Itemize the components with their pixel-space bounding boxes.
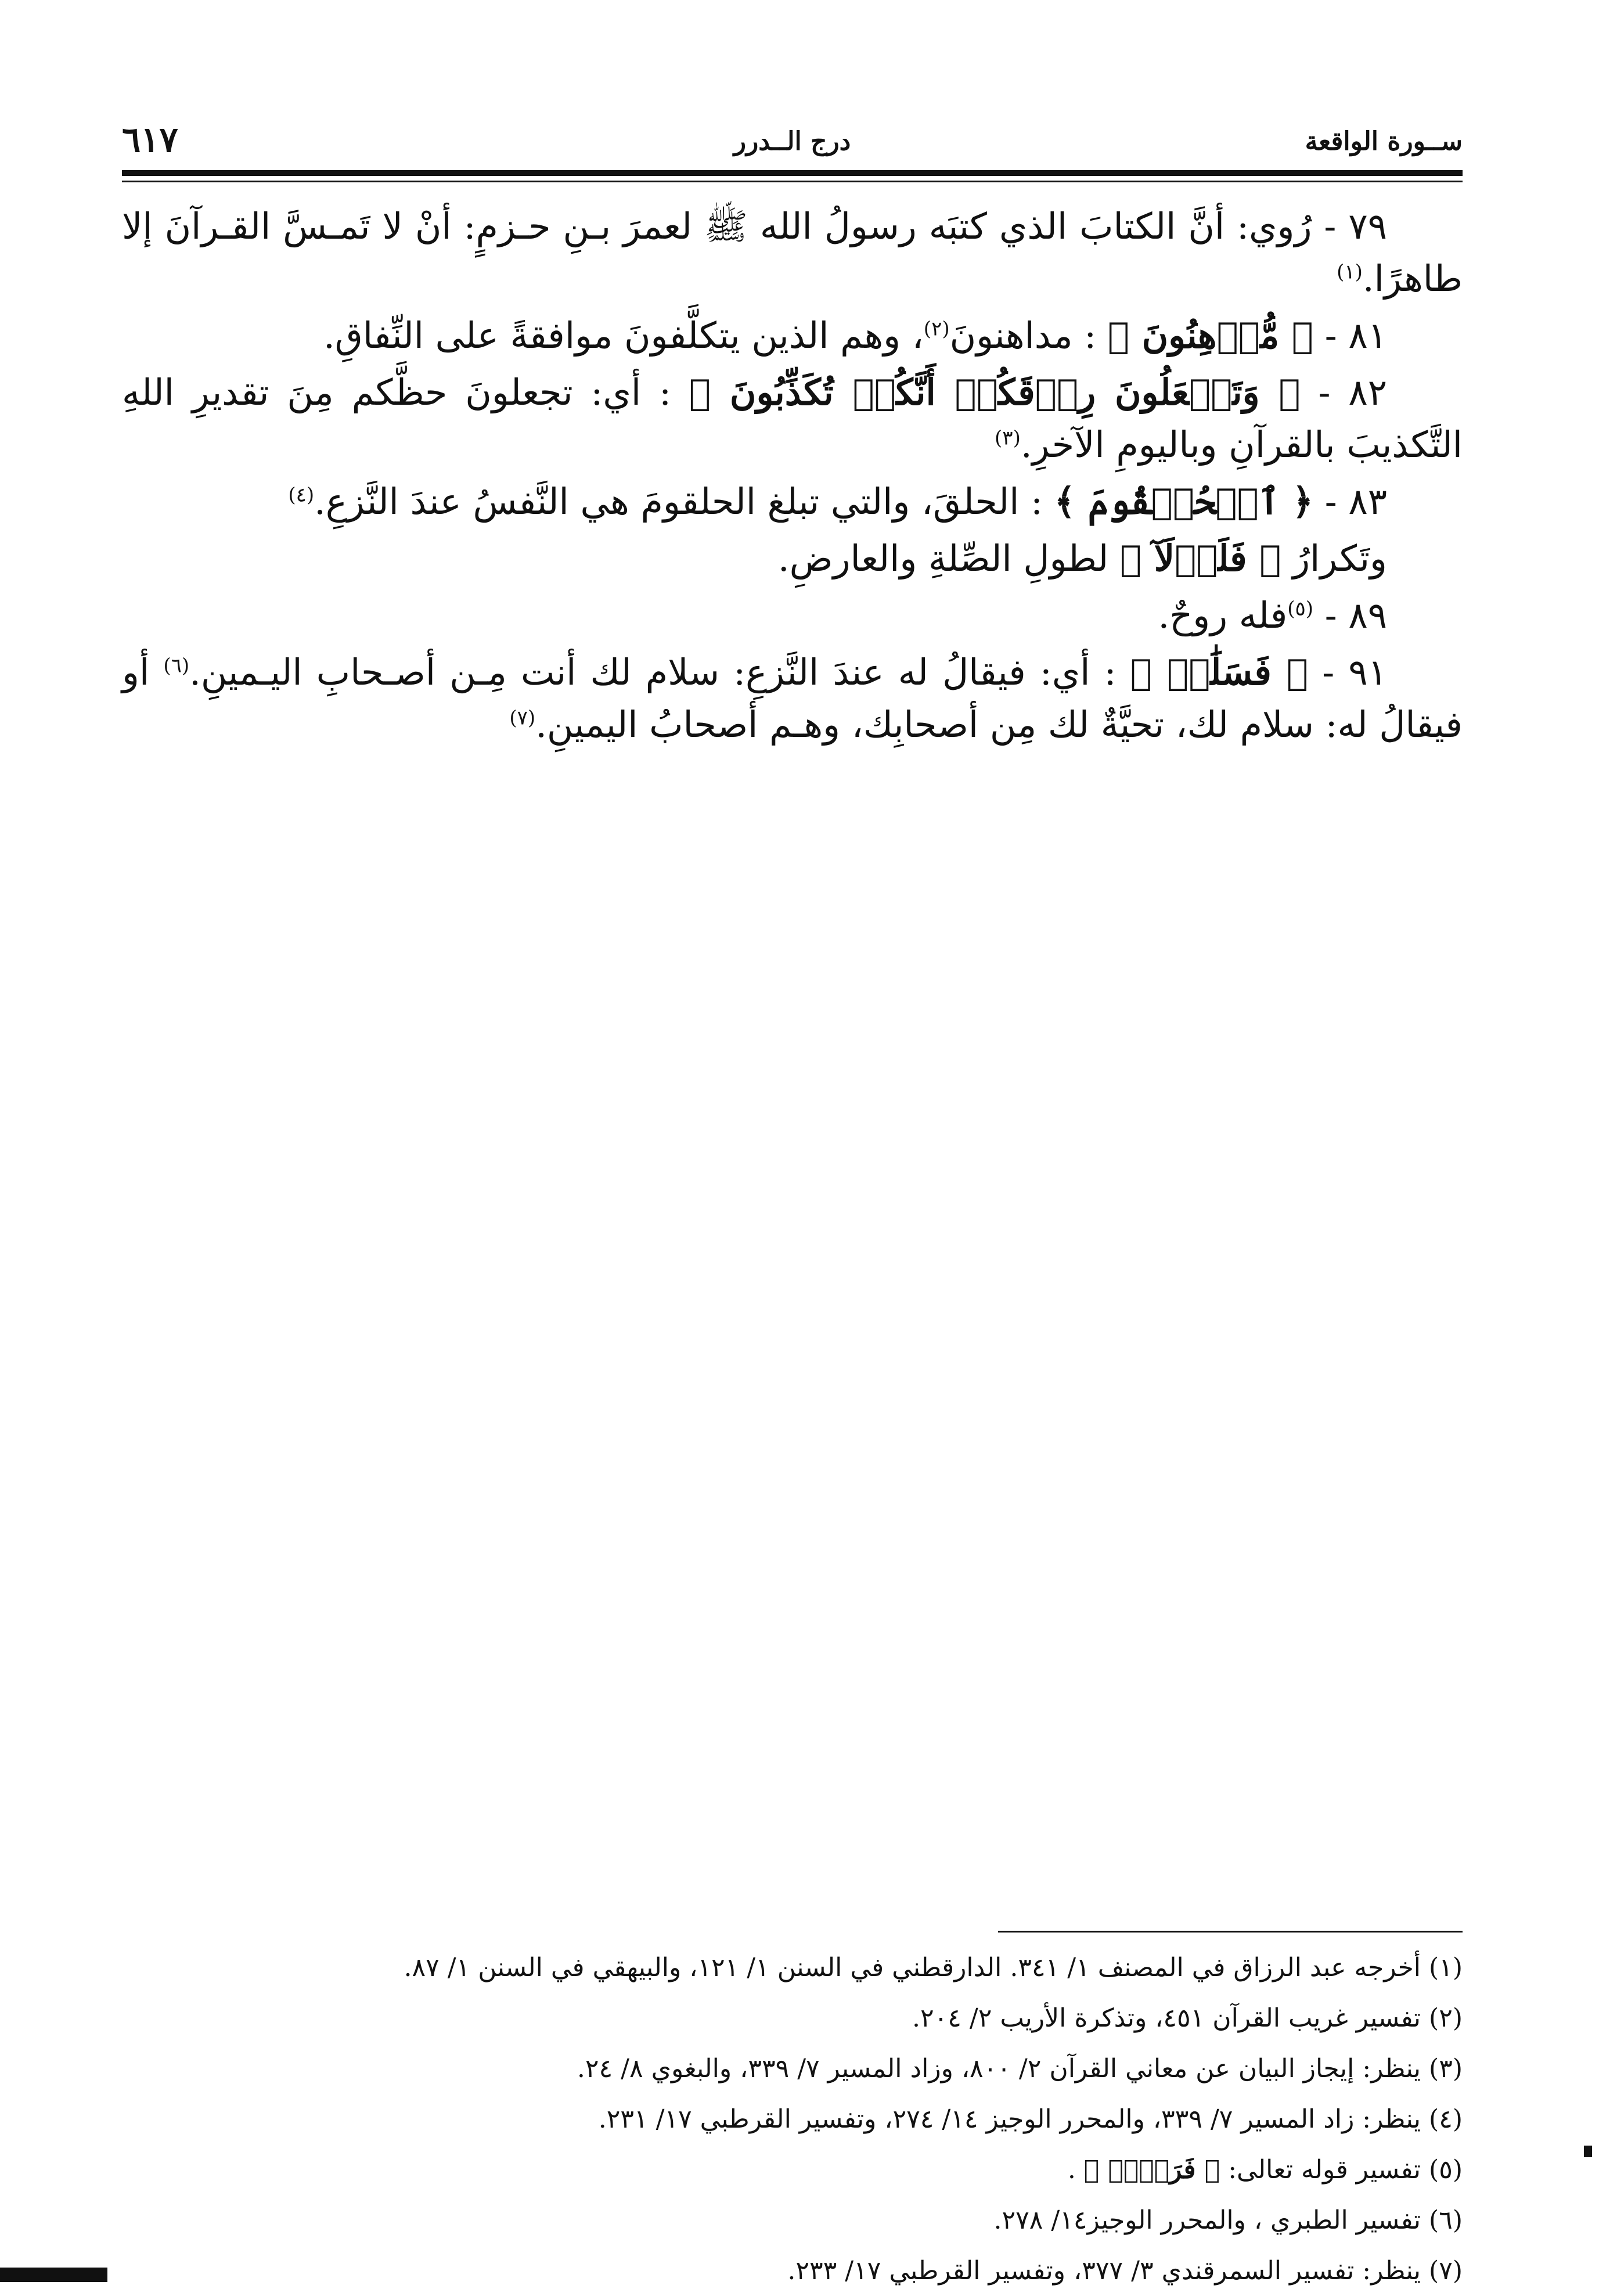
quran-quote: ﴿ مُّدۡهِنُونَ ﴾: [1107, 314, 1314, 357]
scan-edge-bar: [0, 2268, 107, 2282]
verse-number: ٨٢ -: [1300, 371, 1387, 413]
verse-number: ٨٣ -: [1313, 480, 1387, 523]
footnote-4: (٤) ينظر: زاد المسير ٧/ ٣٣٩، والمحرر الوجيز ١٤/ ٢٧٤، وتفسير القرطبي ١٧/ ٢٣١.: [598, 2104, 1463, 2134]
footnote-text: (٥) تفسير قوله تعالى:: [1220, 2155, 1463, 2185]
paragraph-verse-79: [122, 200, 1463, 305]
page-number: ٦١٧: [122, 120, 178, 160]
paragraph-verse-89: [122, 589, 1463, 642]
footnote-ref-3: (٣): [995, 426, 1021, 450]
footnote-ref-4: (٤): [288, 483, 315, 507]
footnotes: [122, 1942, 1463, 2296]
quran-quote: ﴿ فَسَلَٰمٞ ﴾: [1130, 651, 1309, 693]
paragraph-text: : الحلقَ، والتي تبلغ الحلقومَ هي النَّفسُ عندَ النَّزعِ.: [314, 480, 1054, 523]
footnote-ref-2: (٢): [923, 317, 950, 341]
paragraph-text: أو فيقالُ له: سلام لك، تحيَّةٌ لك مِن أصحابِك، وهـم أصحابُ اليمينِ.: [122, 651, 1463, 746]
paragraph-text: : مداهنونَ: [949, 314, 1108, 357]
footnote-ref-6: (٦): [163, 654, 190, 678]
paragraph-verse-83: [122, 476, 1463, 528]
paragraph-text: لطولِ الصِّلةِ والعارضِ.: [777, 537, 1120, 580]
header-rule-thick: [122, 170, 1463, 176]
quran-quote: ﴿ فَلَوۡلَآ ﴾: [1119, 537, 1281, 580]
quran-quote: ﴿ ٱلۡحُلۡقُومَ ﴾: [1054, 480, 1314, 523]
paragraph-text: : أي: تجعلونَ حظَّكم مِنَ تقديرِ اللهِ التَّكذيبَ بالقرآنِ وباليومِ الآخرِ.: [122, 371, 1463, 466]
paragraph-text: : أي: فيقالُ له عندَ النَّزعِ: سلام لك أنت مِـن أصـحابِ اليـمينِ.: [189, 651, 1130, 693]
paragraph-text: فله روحٌ.: [1158, 594, 1288, 636]
verse-number: ٩١ -: [1308, 651, 1388, 693]
footnote-separator: [998, 1931, 1463, 1932]
scan-mark: [1584, 2146, 1592, 2157]
footnote-3: (٣) ينظر: إيجاز البيان عن معاني القرآن ٢/ ٨٠٠، وزاد المسير ٧/ ٣٣٩، والبغوي ٨/ ٢٤.: [577, 2054, 1463, 2083]
footnote-ref-1: (١): [1337, 260, 1363, 284]
paragraph-verse-82: [122, 366, 1463, 471]
page-header: [122, 116, 1463, 168]
main-text: [122, 200, 1463, 755]
footnote-1: (١) أخرجه عبد الرزاق في المصنف ١/ ٣٤١. الدارقطني في السنن ١/ ١٢١، والبيهقي في السنن ١/ ٨٧.: [404, 1953, 1463, 1982]
footnote-ref-5: (٥): [1287, 597, 1314, 621]
surah-title: ســورة الواقعة: [1305, 127, 1463, 156]
book-title: درج الــدرر: [733, 127, 851, 156]
paragraph-text: ، وهم الذين يتكلَّفونَ موافقةً على النِّفاقِ.: [323, 314, 924, 357]
verse-number: ٨٩ -: [1313, 594, 1387, 636]
quran-quote: ﴿ فَرَوۡحٞ ﴾: [1083, 2155, 1220, 2185]
header-rule-thin: [122, 181, 1463, 182]
footnote-text: .: [1067, 2155, 1084, 2185]
footnote-7: (٧) ينظر: تفسير السمرقندي ٣/ ٣٧٧، وتفسير القرطبي ١٧/ ٢٣٣.: [787, 2256, 1463, 2286]
paragraph-repetition-note: [122, 532, 1463, 585]
paragraph-verse-81: [122, 310, 1463, 362]
footnote-2: (٢) تفسير غريب القرآن ٤٥١، وتذكرة الأريب ٢/ ٢٠٤.: [912, 2003, 1463, 2033]
footnote-ref-7: (٧): [509, 706, 536, 730]
paragraph-verse-91: [122, 646, 1463, 751]
paragraph-text: ٧٩ - رُوي: أنَّ الكتابَ الذي كتبَه رسولُ الله ﷺ لعمرَ بـنِ حـزمٍ: أنْ لا تَمـسَّ القـرآنَ إلا طاهرًا.: [122, 205, 1463, 300]
footnote-5: [122, 2144, 1463, 2195]
quran-quote: ﴿ وَتَجۡعَلُونَ رِزۡقَكُمۡ أَنَّكُمۡ تُكَذِّبُونَ ﴾: [689, 371, 1301, 413]
paragraph-text: وتَكرارُ: [1281, 537, 1387, 580]
verse-number: ٨١ -: [1313, 314, 1387, 357]
footnote-6: (٦) تفسير الطبري ، والمحرر الوجيز١٤/ ٢٧٨.: [993, 2205, 1463, 2235]
